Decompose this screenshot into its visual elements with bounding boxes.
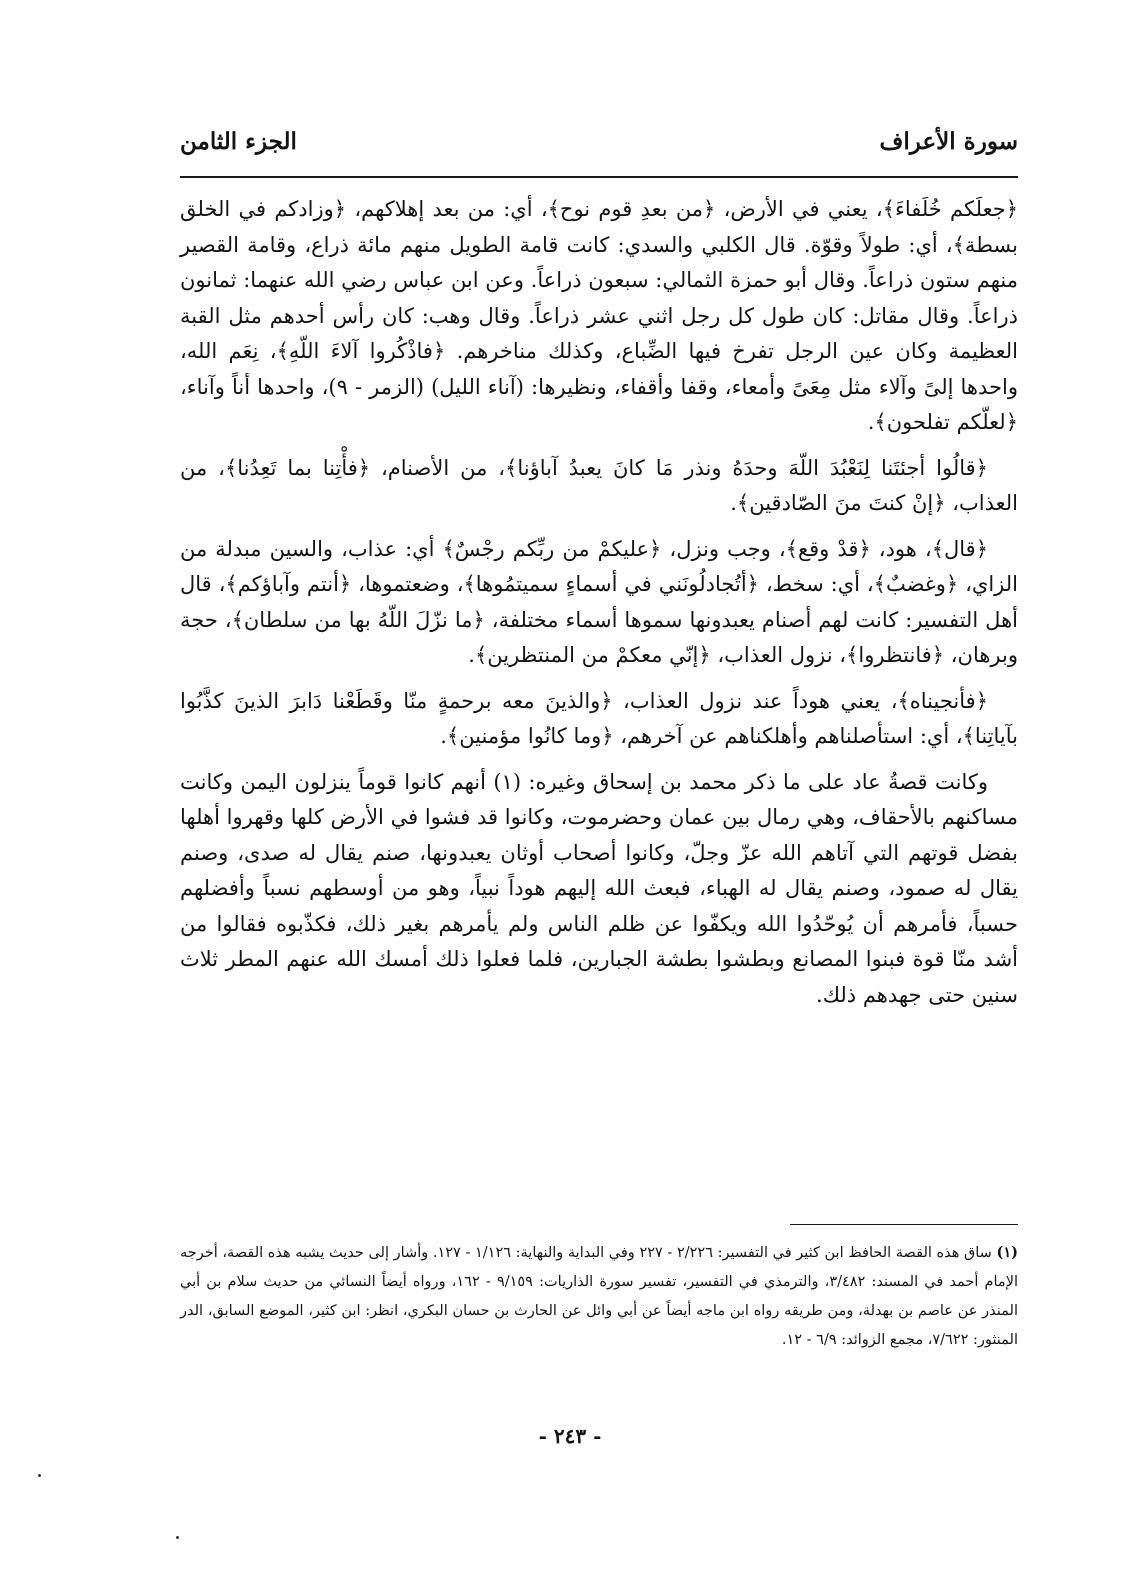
header-divider xyxy=(180,176,1018,178)
footnote-divider xyxy=(790,1224,1018,1225)
paragraph-4: ﴿فأنجيناه﴾، يعني هوداً عند نزول العذاب، ﴿والذينَ معه برحمةٍ منّا وقَطَعْنا دَابرَ الذينَ كذَّبُوا بآياتِنا﴾، أي: استأصلناهم وأهلكناهم عن آخرهم، ﴿وما كانُوا مؤمنين﴾. xyxy=(180,688,1018,748)
paragraph-5: وكانت قصةُ عاد على ما ذكر محمد بن إسحاق وغيره: (١) أنهم كانوا قوماً ينزلون اليمن وكانت مساكنهم بالأحقاف، وهي رمال بين عمان وحضرموت، وكانوا قد فشوا في الأرض كلها وقهروا أهلها بفضل قوتهم التي آتاهم الله عزّ وجلّ، وكانوا أصحاب أوثان يعبدونها، صنم يقال له صدى، وصنم يقال له صمود، وصنم يقال له الهباء، فبعث الله إليهم هوداً نبياً، وهو من أوسطهم نسباً وأفضلهم حسباً، فأمرهم أن يُوحّدُوا الله ويكفّوا عن ظلم الناس ولم يأمرهم بغير ذلك، فكذّبوه فقالوا من أشد منّا قوة فبنوا المصانع وبطشوا بطشة الجبارين، فلما فعلوا ذلك أمسك الله عنهم المطر ثلاث سنين حتى جهدهم ذلك. xyxy=(180,769,1018,1007)
page-number: - ٢٤٣ - xyxy=(538,1424,602,1448)
footnote xyxy=(180,1238,1018,1355)
scan-speck xyxy=(38,1474,41,1477)
paragraph-1: ﴿جعلَكم خُلَفاءَ﴾، يعني في الأرض، ﴿من بعدِ قوم نوح﴾، أي: من بعد إهلاكهم، ﴿وزادكم في الخلق بسطة﴾، أي: طولاً وقوّة. قال الكلبي والسدي: كانت قامة الطويل منهم مائة ذراع، وقامة القصير منهم ستون ذراعاً. وقال أبو حمزة الثمالي: سبعون ذراعاً. وعن ابن عباس رضي الله عنهما: ثمانون ذراعاً. وقال مقاتل: كان طول كل رجل اثني عشر ذراعاً. وقال وهب: كان رأس أحدهم مثل القبة العظيمة وكان عين الرجل تفرخ فيها الضِّباع، وكذلك مناخرهم. ﴿فاذْكُروا آلاءَ اللّهِ﴾، نِعَم الله، واحدها إلىً وآلاء مثل مِعَىً وأمعاء، وقفا وأقفاء، ونظيرها: (آناء الليل) (الزمر - ٩)، واحدها أناً وآناء، ﴿لعلّكم تفلحون﴾. xyxy=(180,197,1018,434)
main-text xyxy=(180,192,1018,1023)
paragraph-3: ﴿قال﴾، هود، ﴿قدْ وقع﴾، وجب ونزل، ﴿عليكمْ من ربِّكم رجْسٌ﴾ أي: عذاب، والسين مبدلة من الزاي، ﴿وغضبٌ﴾، أي: سخط، ﴿أتُجادلُونَني في أسماءٍ سميتمُوها﴾، وضعتموها، ﴿أنتم وآباؤكم﴾، قال أهل التفسير: كانت لهم أصنام يعبدونها سموها أسماء مختلفة، ﴿ما نزّلَ اللّهُ بها من سلطان﴾، حجة وبرهان، ﴿فانتظروا﴾، نزول العذاب، ﴿إنّي معكمْ من المنتظرين﴾. xyxy=(180,536,1018,667)
footnote-number: (١) xyxy=(996,1244,1019,1261)
part-title: الجزء الثامن xyxy=(180,128,297,155)
scan-speck xyxy=(176,1536,179,1539)
footnote-text: ساق هذه القصة الحافظ ابن كثير في التفسير: ٢/٢٢٦ - ٢٢٧ وفي البداية والنهاية: ١/١٢٦ - ١٢٧. وأشار إلى حديث يشبه هذه القصة، أخرجه الإمام أحمد في المسند: ٣/٤٨٢، والترمذي في التفسير، تفسير سورة الذاريات: ٩/١٥٩ - ١٦٢، ورواه أيضاً النسائي من حديث سلام بن أبي المنذر عن عاصم بن بهدلة، ومن طريقه رواه ابن ماجه أيضاً عن أبي وائل عن الحارث بن حسان البكري، انظر: ابن كثير، الموضع السابق، الدر المنثور: ٧/٦٢٢، مجمع الزوائد: ٦/٩ - ١٢. xyxy=(180,1245,1018,1348)
running-header xyxy=(180,128,1018,164)
paragraph-2: ﴿قالُوا أجئتَنا لِنَعْبُدَ اللّهَ وحدَهُ ونذر مَا كانَ يعبدُ آباؤنا﴾، من الأصنام، ﴿فأْتِنا بما تَعِدُنا﴾، من العذاب، ﴿إنْ كنتَ منَ الصّادقين﴾. xyxy=(180,455,1018,515)
surah-title: سورة الأعراف xyxy=(879,128,1018,155)
